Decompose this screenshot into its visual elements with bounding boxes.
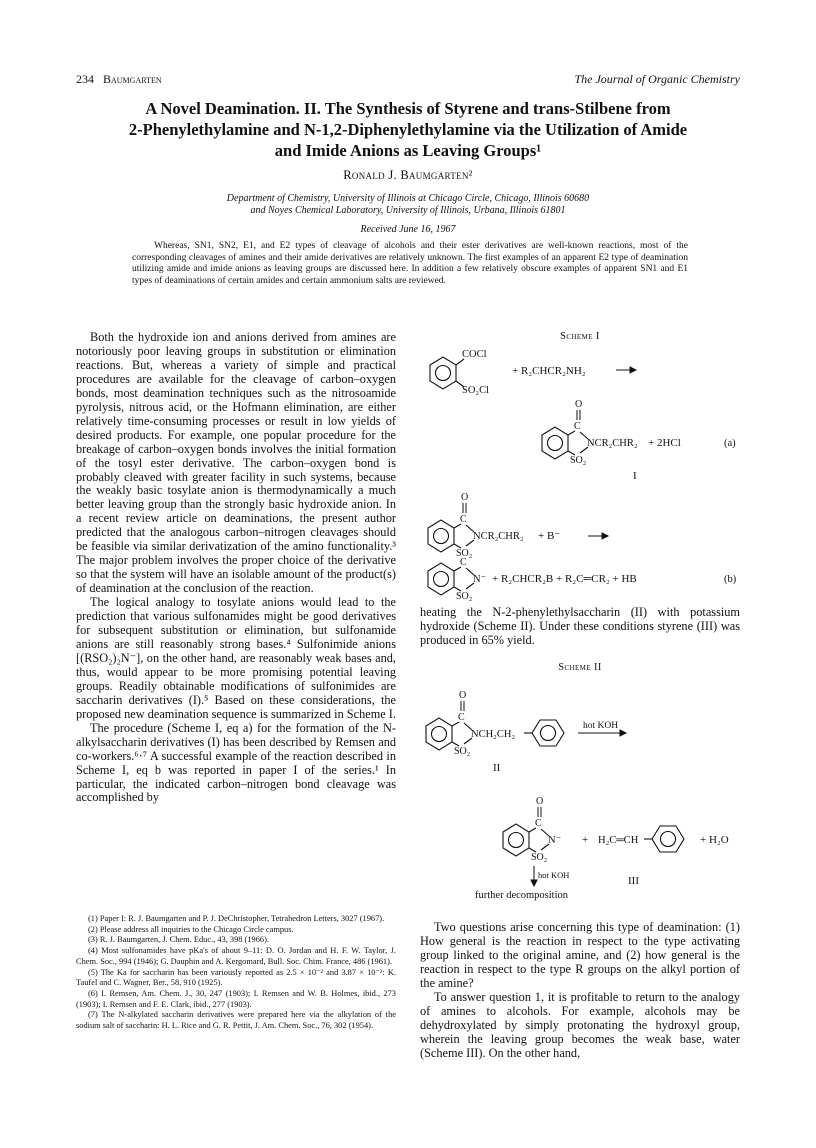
imide-anion: N⁻ <box>548 835 562 846</box>
reaction-arrow <box>588 533 608 539</box>
page-header <box>76 72 740 88</box>
sulfonyl-group: SO₂ <box>531 852 548 863</box>
further-decomposition: further decomposition <box>475 890 569 901</box>
footnote: (1) Paper I: R. J. Baumgarten and P. J. DeChristopher, Tetrahedron Letters, 3027 (1967). <box>88 914 385 923</box>
body-paragraph: The procedure (Scheme I, eq a) for the formation of the N-alkylsaccharin derivatives (I) has been described by Remsen and co-workers.⁶·⁷ A successful example of the reaction described in Scheme I, eq b was reported in paper I of the series.¹ In particular, the indicated carbon–nitrogen bond cleavage was accomplished by <box>76 720 396 805</box>
amine-reagent: + R₂CHCR₂NH₂ <box>512 365 586 377</box>
page-number-and-author <box>76 72 162 87</box>
sulfonyl-group: SO₂ <box>454 746 471 757</box>
benzene-ring <box>430 357 464 389</box>
n-alkyl-group: NCR₂CHR₂ <box>473 531 524 542</box>
hcl-byproduct: + 2HCl <box>648 437 681 449</box>
footnotes <box>76 914 396 1032</box>
footnote: (7) The N-alkylated saccharin derivatives were prepared here via the alkylation of the sodium salt of saccharin: H. L. Rice and G. R. Pettit, J. Am. Chem. Soc., 76, 302 (1954). <box>76 1010 396 1031</box>
compound-i-label: I <box>633 470 637 482</box>
footnote: (2) Please address all inquiries to the Chicago Circle campus. <box>88 924 294 934</box>
compound-ii-label: II <box>493 762 501 774</box>
scheme-2-diagram <box>420 676 740 906</box>
imide-anion: N⁻ <box>473 574 487 585</box>
scheme-2-label: Scheme II <box>558 662 602 673</box>
carbonyl-carbon: C <box>460 514 467 525</box>
equation-a-label: (a) <box>724 438 736 449</box>
affiliation <box>76 193 740 217</box>
right-column-bottom <box>420 921 740 1061</box>
article-title <box>76 98 740 161</box>
carbonyl-double-bond <box>577 410 580 420</box>
water-byproduct: + H₂O <box>700 834 729 846</box>
title-line: A Novel Deamination. II. The Synthesis of Styrene and trans-Stilbene from <box>145 99 671 118</box>
body-paragraph: heating the N-2-phenylethylsaccharin (II) with potassium hydroxide (Scheme II). Under these conditions styrene (III) was produced in 65% yield. <box>420 605 740 647</box>
author-name: Ronald J. Baumgarten² <box>343 168 473 182</box>
equation-b-label: (b) <box>724 574 737 585</box>
scheme-1-label: Scheme I <box>560 331 600 342</box>
phenylethyl-group: NCH₂CH₂ <box>471 729 516 740</box>
carbonyl-double-bond <box>538 807 541 817</box>
reaction-condition: hot KOH <box>583 721 619 731</box>
sulfonyl-group: SO₂ <box>570 455 587 466</box>
benzene-ring <box>644 826 684 852</box>
scheme-1-diagram <box>420 345 740 605</box>
carbonyl-double-bond <box>463 503 466 513</box>
n-alkyl-group: NCR₂CHR₂ <box>587 438 638 449</box>
footnote: (5) The Ka for saccharin has been variously reported as 2.5 × 10⁻² and 3.87 × 10⁻²: K. Taufel and C. Wagner, Ber., 58, 910 (1925). <box>76 967 396 988</box>
decomposition-arrow <box>531 866 537 886</box>
benzene-ring <box>524 720 564 746</box>
title-line: and Imide Anions as Leaving Groups¹ <box>274 141 542 160</box>
body-paragraph: Two questions arise concerning this type of deamination: (1) How general is the reaction in respect to the type activating group linked to the original amine, and (2) how general is the reaction in respect to the type R groups on the alkyl portion of the amine? <box>420 920 740 990</box>
left-column <box>76 331 396 805</box>
styrene-vinyl-group: H₂C═CH <box>598 835 639 846</box>
title-line: 2-Phenylethylamine and N-1,2-Diphenylethylamine via the Utilization of Amide <box>128 120 688 139</box>
journal-name: The Journal of Organic Chemistry <box>574 72 740 86</box>
carbonyl-double-bond <box>461 701 464 711</box>
step-b-products: + R₂CHCR₂B + R₂C═CR₂ + HB <box>492 573 637 585</box>
affiliation-line: Department of Chemistry, University of Illinois at Chicago Circle, Chicago, Illinois 60680 <box>226 193 590 204</box>
right-column-continuation <box>420 606 740 648</box>
carbonyl-carbon: C <box>460 557 467 568</box>
carbonyl-oxygen: O <box>536 796 544 807</box>
sulfonyl-group: SO₂ <box>456 548 473 559</box>
carbonyl-carbon: C <box>458 712 465 723</box>
page-number: 234 <box>76 72 94 86</box>
carbonyl-carbon: C <box>574 421 581 432</box>
affiliation-line: and Noyes Chemical Laboratory, University of Illinois, Urbana, Illinois 61801 <box>250 205 566 216</box>
body-paragraph: To answer question 1, it is profitable to return to the analogy of amines to alcohols. For example, alcohols may be dehydroxylated by simply protonating the hydroxyl group, wherein the leaving group becomes the weak base, water (Scheme III). On the other hand, <box>420 989 740 1060</box>
footnote: (6) I. Remsen, Am. Chem. J., 30, 247 (1903); I. Remsen and W. B. Holmes, ibid., 273 (1903); I. Remsen and F. E. Clark, ibid., 277 (1903). <box>76 988 396 1009</box>
carbonyl-oxygen: O <box>575 399 583 410</box>
footnote: (3) R. J. Baumgarten, J. Chem. Educ., 43, 398 (1966). <box>88 935 269 945</box>
sulfonyl-group: SO₂ <box>456 591 473 602</box>
received-date: Received June 16, 1967 <box>360 224 456 235</box>
abstract: Whereas, SN1, SN2, E1, and E2 types of cleavage of alcohols and their ester derivatives are well-known reactions, most of the corresponding cleavages of amines and their amide derivatives are relatively unknown. The first examples of an apparent E2 type of deamination utilizing amide and imide anions as leaving groups are discussed here. In addition a few relatively obscure examples of apparent SN1 and E1 types of deaminations of certain amides and certain ammonium salts are reviewed. <box>132 241 688 286</box>
compound-iii-label: III <box>628 875 639 887</box>
body-paragraph: The logical analogy to tosylate anions would lead to the prediction that various sulfonamides might be good derivatives for subsequent substitution or elimination, but sulfonamide anions are still reasonably strong bases.⁴ Sulfonimide anions [(RSO₂)₂N⁻], on the other hand, are reasonably weak bases and, thus, would appear to be more promising potential leaving groups. Readily obtainable modifications of sulfonimides are saccharin derivatives (I).⁵ Based on these considerations, the proposed new deamination sequence is summarized in Scheme I. <box>76 595 396 721</box>
footnote: (4) Most sulfonamides have pKa's of about 9–11: D. O. Jordan and H. F. W. Taylor, J. Chem. Soc., 994 (1946); G. Dauphin and A. Kergomard, Bull. Soc. Chim. France, 486 (1961). <box>76 946 396 966</box>
reaction-arrow <box>616 367 636 373</box>
base-reagent: + B⁻ <box>538 530 561 542</box>
sulfonyl-chloride-group: SO₂Cl <box>462 385 490 396</box>
body-paragraph: Both the hydroxide ion and anions derived from amines are notoriously poor leaving groups in substitution or elimination reactions. But, whereas a variety of simple and practical procedures are available for the cleavage of carbon–oxygen bonds, most deamination techniques such as the nitrosoamide pyrolysis, nitrous acid, or the Hofmann elimination, are either relatively time-consuming processes or result in low yields of desired products. For example, one popular procedure for the breakage of carbon–oxygen bonds involves the initial formation of the tosyl ester derivative. The carbon–oxygen bond is probably cleaved with greater facility in such systems, because the weakly basic tosylate anion is thermodynamically a much better leaving group than the strongly basic hydroxide anion. In a recent review article on deaminations, the present author predicted that the analogous carbon–nitrogen cleavages should be feasible via similar derivatization of the amino functionality.³ The major problem involves the proper choice of the derivative so that the system will have an isolable amount of the product(s) of deamination at the conclusion of the reaction. <box>76 330 396 596</box>
plus-sign: + <box>582 834 589 846</box>
running-author: Baumgarten <box>103 72 162 86</box>
carbonyl-oxygen: O <box>461 492 469 503</box>
decomposition-condition: hot KOH <box>538 870 570 880</box>
acyl-chloride-group: COCl <box>462 349 487 360</box>
carbonyl-oxygen: O <box>459 690 467 701</box>
carbonyl-carbon: C <box>535 818 542 829</box>
